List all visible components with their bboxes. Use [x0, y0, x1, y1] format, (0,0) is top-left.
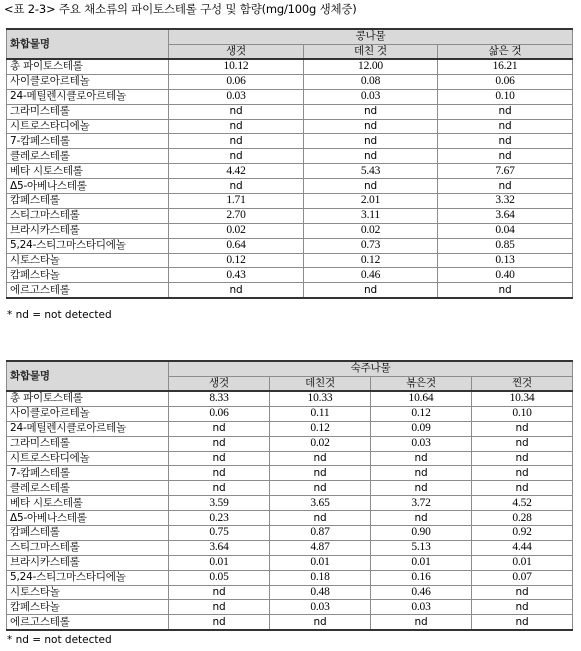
value-cell: 0.04 — [438, 223, 573, 238]
value-cell: 0.01 — [270, 555, 371, 570]
value-cell: 0.02 — [270, 436, 371, 451]
column-header: 생것 — [169, 376, 270, 391]
value-cell: nd — [169, 283, 304, 298]
value-cell: 0.92 — [472, 526, 573, 541]
value-cell: 0.12 — [169, 253, 304, 268]
value-cell: 0.02 — [169, 223, 304, 238]
group-header-bean-sprout: 콩나물 — [169, 29, 573, 44]
value-cell: nd — [169, 585, 270, 600]
compound-name-cell: 베타 시토스테롤 — [7, 496, 169, 511]
value-cell: 0.28 — [472, 511, 573, 526]
table-row — [7, 555, 573, 570]
value-cell: 0.64 — [169, 238, 304, 253]
value-cell: 0.43 — [169, 268, 304, 283]
compound-name-cell: 캄페스테롤 — [7, 526, 169, 541]
table-row — [7, 466, 573, 481]
table-row — [7, 406, 573, 421]
value-cell: 3.64 — [169, 540, 270, 555]
table-row — [7, 253, 573, 268]
value-cell: 0.06 — [169, 406, 270, 421]
table-row — [7, 238, 573, 253]
value-cell: nd — [371, 615, 472, 630]
value-cell: 3.11 — [304, 208, 438, 223]
table-row — [7, 59, 573, 74]
value-cell: nd — [472, 466, 573, 481]
compound-name-cell: 클레로스테롤 — [7, 149, 169, 164]
value-cell: nd — [169, 466, 270, 481]
value-cell: nd — [304, 283, 438, 298]
compound-name-cell: 그라미스테롤 — [7, 436, 169, 451]
value-cell: nd — [304, 104, 438, 119]
compound-name-cell: 시토스타놀 — [7, 253, 169, 268]
value-cell: 0.46 — [304, 268, 438, 283]
value-cell: 0.01 — [472, 555, 573, 570]
compound-name-cell: 시트로스타디에놀 — [7, 451, 169, 466]
value-cell: 3.64 — [438, 208, 573, 223]
value-cell: 2.70 — [169, 208, 304, 223]
value-cell: 4.44 — [472, 540, 573, 555]
compound-name-cell: 5,24-스티그마스타디에놀 — [7, 238, 169, 253]
compound-name-cell: 베타 시토스테롤 — [7, 164, 169, 179]
compound-name-cell: 에르고스테롤 — [7, 615, 169, 630]
value-cell: nd — [304, 119, 438, 134]
value-cell: 0.23 — [169, 511, 270, 526]
value-cell: 4.87 — [270, 540, 371, 555]
table-row — [7, 600, 573, 615]
table-row — [7, 391, 573, 406]
column-header: 삶은 것 — [438, 44, 573, 59]
table-caption: <표 2-3> 주요 채소류의 파이토스테롤 구성 및 함량(mg/100g 생체중) — [4, 2, 357, 16]
value-cell: 12.00 — [304, 59, 438, 74]
value-cell: 1.71 — [169, 194, 304, 209]
bean-sprout-table — [6, 28, 573, 299]
mung-bean-sprout-table — [6, 360, 573, 631]
value-cell: nd — [472, 585, 573, 600]
table-row — [7, 194, 573, 209]
compound-name-cell: 5,24-스티그마스타디에놀 — [7, 570, 169, 585]
value-cell: nd — [438, 179, 573, 194]
compound-name-cell: 브라시카스테롤 — [7, 223, 169, 238]
compound-name-cell: 스티그마스테롤 — [7, 540, 169, 555]
table-row — [7, 585, 573, 600]
value-cell: 0.03 — [304, 89, 438, 104]
value-cell: 10.12 — [169, 59, 304, 74]
table-row — [7, 511, 573, 526]
value-cell: nd — [169, 481, 270, 496]
value-cell: 0.18 — [270, 570, 371, 585]
table-row — [7, 268, 573, 283]
table-row — [7, 615, 573, 630]
table-row — [7, 179, 573, 194]
value-cell: 5.13 — [371, 540, 472, 555]
table-row — [7, 134, 573, 149]
value-cell: nd — [438, 104, 573, 119]
value-cell: nd — [438, 119, 573, 134]
value-cell: nd — [472, 451, 573, 466]
value-cell: 0.85 — [438, 238, 573, 253]
value-cell: 0.12 — [270, 421, 371, 436]
value-cell: nd — [472, 600, 573, 615]
compound-name-cell: 브라시카스테롤 — [7, 555, 169, 570]
column-header: 데친 것 — [304, 44, 438, 59]
value-cell: nd — [270, 466, 371, 481]
table-row — [7, 526, 573, 541]
compound-name-cell: 캄페스타놀 — [7, 268, 169, 283]
value-cell: 0.05 — [169, 570, 270, 585]
table-row — [7, 421, 573, 436]
value-cell: 3.32 — [438, 194, 573, 209]
value-cell: 8.33 — [169, 391, 270, 406]
value-cell: 0.90 — [371, 526, 472, 541]
value-cell: 0.07 — [472, 570, 573, 585]
value-cell: nd — [169, 600, 270, 615]
value-cell: nd — [169, 149, 304, 164]
value-cell: 0.40 — [438, 268, 573, 283]
compound-name-cell: 총 파이토스테롤 — [7, 391, 169, 406]
value-cell: 3.59 — [169, 496, 270, 511]
value-cell: nd — [270, 451, 371, 466]
compound-name-cell: 시토스타놀 — [7, 585, 169, 600]
table-row — [7, 481, 573, 496]
value-cell: nd — [270, 615, 371, 630]
compound-name-cell: 사이클로아르테놀 — [7, 406, 169, 421]
value-cell: nd — [438, 149, 573, 164]
value-cell: nd — [169, 615, 270, 630]
compound-name-cell: 캄페스테롤 — [7, 194, 169, 209]
compound-name-cell: 사이클로아르테놀 — [7, 74, 169, 89]
value-cell: nd — [472, 481, 573, 496]
compound-name-cell: 총 파이토스테롤 — [7, 59, 169, 74]
value-cell: 0.06 — [438, 74, 573, 89]
value-cell: 3.65 — [270, 496, 371, 511]
table-row — [7, 496, 573, 511]
compound-name-header: 화합물명 — [7, 361, 169, 391]
value-cell: 0.75 — [169, 526, 270, 541]
compound-name-cell: 클레로스테롤 — [7, 481, 169, 496]
value-cell: 0.03 — [371, 436, 472, 451]
compound-name-cell: Δ5-아베나스테롤 — [7, 179, 169, 194]
table-row — [7, 540, 573, 555]
compound-name-cell: 에르고스테롤 — [7, 283, 169, 298]
column-header: 볶은것 — [371, 376, 472, 391]
value-cell: nd — [472, 436, 573, 451]
value-cell: 4.52 — [472, 496, 573, 511]
value-cell: 0.87 — [270, 526, 371, 541]
value-cell: nd — [169, 104, 304, 119]
compound-name-cell: 7-캄페스테롤 — [7, 466, 169, 481]
value-cell: 0.03 — [169, 89, 304, 104]
value-cell: 0.16 — [371, 570, 472, 585]
value-cell: nd — [438, 134, 573, 149]
compound-name-cell: 캄페스타놀 — [7, 600, 169, 615]
value-cell: 0.13 — [438, 253, 573, 268]
value-cell: 10.64 — [371, 391, 472, 406]
value-cell: nd — [371, 511, 472, 526]
value-cell: nd — [169, 134, 304, 149]
table-row — [7, 436, 573, 451]
value-cell: 0.06 — [169, 74, 304, 89]
value-cell: 0.10 — [438, 89, 573, 104]
table-row — [7, 223, 573, 238]
compound-name-cell: 24-메틸렌시클로아르테놀 — [7, 89, 169, 104]
value-cell: nd — [169, 119, 304, 134]
table-row — [7, 89, 573, 104]
value-cell: 0.03 — [371, 600, 472, 615]
value-cell: 4.42 — [169, 164, 304, 179]
value-cell: nd — [169, 451, 270, 466]
column-header: 찐것 — [472, 376, 573, 391]
value-cell: 0.12 — [304, 253, 438, 268]
value-cell: nd — [472, 615, 573, 630]
value-cell: 16.21 — [438, 59, 573, 74]
compound-name-cell: 24-메틸렌시클로아르테놀 — [7, 421, 169, 436]
value-cell: nd — [304, 149, 438, 164]
group-header-mung-bean-sprout: 숙주나물 — [169, 361, 573, 376]
value-cell: 10.33 — [270, 391, 371, 406]
footnote-nd: * nd = not detected — [7, 309, 112, 321]
value-cell: nd — [169, 436, 270, 451]
value-cell: nd — [304, 179, 438, 194]
table-row — [7, 164, 573, 179]
value-cell: 7.67 — [438, 164, 573, 179]
value-cell: 0.46 — [371, 585, 472, 600]
value-cell: 0.73 — [304, 238, 438, 253]
compound-name-cell: 그라미스테롤 — [7, 104, 169, 119]
footnote-nd: * nd = not detected — [7, 634, 112, 646]
value-cell: nd — [270, 481, 371, 496]
value-cell: 5.43 — [304, 164, 438, 179]
value-cell: 3.72 — [371, 496, 472, 511]
value-cell: 0.03 — [270, 600, 371, 615]
value-cell: nd — [169, 421, 270, 436]
value-cell: 10.34 — [472, 391, 573, 406]
value-cell: nd — [304, 134, 438, 149]
value-cell: nd — [371, 466, 472, 481]
value-cell: 0.08 — [304, 74, 438, 89]
value-cell: 2.01 — [304, 194, 438, 209]
table-row — [7, 451, 573, 466]
table-row — [7, 74, 573, 89]
value-cell: 0.10 — [472, 406, 573, 421]
value-cell: nd — [371, 451, 472, 466]
compound-name-cell: 시트로스타디에놀 — [7, 119, 169, 134]
compound-name-header: 화합물명 — [7, 29, 169, 59]
table-row — [7, 149, 573, 164]
table-row — [7, 119, 573, 134]
value-cell: nd — [438, 283, 573, 298]
table-row — [7, 283, 573, 298]
value-cell: nd — [270, 511, 371, 526]
compound-name-cell: 스티그마스테롤 — [7, 208, 169, 223]
column-header: 데친것 — [270, 376, 371, 391]
value-cell: 0.12 — [371, 406, 472, 421]
value-cell: nd — [472, 421, 573, 436]
value-cell: 0.09 — [371, 421, 472, 436]
value-cell: 0.02 — [304, 223, 438, 238]
table-row — [7, 208, 573, 223]
value-cell: 0.01 — [169, 555, 270, 570]
value-cell: 0.01 — [371, 555, 472, 570]
column-header: 생것 — [169, 44, 304, 59]
compound-name-cell: Δ5-아베나스테롤 — [7, 511, 169, 526]
value-cell: nd — [371, 481, 472, 496]
value-cell: nd — [169, 179, 304, 194]
value-cell: 0.11 — [270, 406, 371, 421]
value-cell: 0.48 — [270, 585, 371, 600]
table-row — [7, 570, 573, 585]
table-row — [7, 104, 573, 119]
compound-name-cell: 7-캄페스테롤 — [7, 134, 169, 149]
